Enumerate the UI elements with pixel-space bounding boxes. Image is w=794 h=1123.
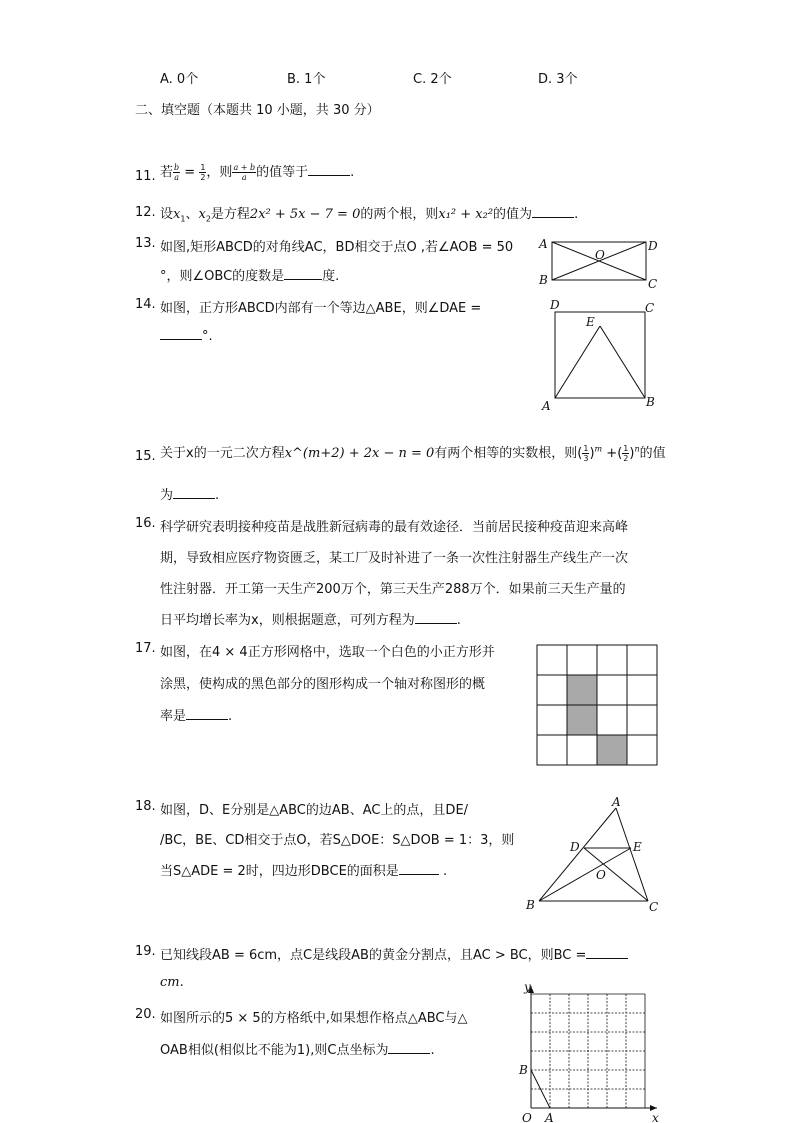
q14-line2: °. (160, 327, 213, 344)
q20-segment-ab (531, 1070, 550, 1108)
q12-number: 12. (135, 205, 156, 220)
q18-label-b: B (526, 898, 535, 912)
q18-line1: 如图，D、E分别是△ABC的边AB、AC上的点，且DE/ (160, 803, 469, 818)
q11-text: 若 $\frac{b}{a}$ = $\frac{1}{2}$ ，则 $\frac{a + b}{a}$ 的值等于 . (160, 163, 355, 182)
q13-label-d: D (648, 239, 658, 253)
q12-text: 设$x_1$、$x_2$是方程2x² + 5x − 7 = 0的两个根，则x₁² + x₂²的值为 . (160, 207, 579, 224)
choice-a: A. 0个 (160, 72, 199, 87)
q20-label-y: y (524, 980, 531, 994)
q20-figure (512, 980, 662, 1123)
q17-line3: 率是 . (160, 709, 233, 724)
q17-number: 17. (135, 641, 156, 656)
q13-label-b: B (539, 273, 548, 287)
q17-grid-cell (597, 705, 627, 735)
q13-line2: °，则∠OBC的度数是 度. (160, 269, 340, 284)
q14-label-b: B (646, 395, 655, 409)
q18-figure (522, 795, 662, 917)
q19-line1: 已知线段AB = 6cm，点C是线段AB的黄金分割点，且AC > BC，则BC = (160, 944, 628, 963)
q16-number: 16. (135, 516, 156, 531)
q17-grid-cell (537, 645, 567, 675)
choice-d: D. 3个 (538, 72, 578, 87)
q20-number: 20. (135, 1007, 156, 1022)
q17-line2: 涂黑，使构成的黑色部分的图形构成一个轴对称图形的概 (160, 677, 486, 692)
q17-grid-cell (567, 735, 597, 765)
q13-label-o: O (595, 248, 605, 262)
q18-label-o: O (596, 868, 606, 882)
q14-label-d: D (550, 298, 560, 312)
q16-line1: 科学研究表明接种疫苗是战胜新冠病毒的最有效途径．当前居民接种疫苗迎来高峰 (160, 520, 629, 535)
q13-label-a: A (539, 237, 548, 251)
q19-number: 19. (135, 944, 156, 959)
q17-shaded-cell (567, 675, 597, 705)
q18-line2: /BC，BE、CD相交于点O，若S△DOE：S△DOB = 1：3，则 (160, 833, 515, 848)
q17-shaded-cell (567, 705, 597, 735)
q18-line3: 当S△ADE = 2时，四边形DBCE的面积是 . (160, 864, 448, 879)
q12-blank[interactable] (532, 205, 574, 218)
q18-label-e: E (633, 840, 642, 854)
q13-blank[interactable] (284, 267, 322, 280)
q16-line4: 日平均增长率为x，则根据题意，可列方程为 . (160, 613, 461, 628)
q16-blank[interactable] (415, 611, 457, 624)
q17-grid-figure (536, 644, 660, 768)
q13-figure (535, 234, 665, 292)
q15-blank[interactable] (173, 486, 215, 499)
q17-grid-cell (627, 675, 657, 705)
q14-label-a: A (542, 399, 551, 413)
q14-line1: 如图，正方形ABCD内部有一个等边△ABE，则∠DAE = (160, 301, 482, 316)
q17-grid-cell (627, 645, 657, 675)
q18-segment-be (539, 848, 631, 901)
q15-line1: 关于x的一元二次方程x^(m+2) + 2x − n = 0有两个相等的实数根，则( $\frac{1}{3}$ )$^m$ +( $\frac{1}{2}$ )$^n$的值 (160, 444, 666, 463)
q20-label-b: B (519, 1063, 528, 1077)
q14-label-e: E (586, 315, 595, 329)
q17-shaded-cell (597, 735, 627, 765)
q18-label-a: A (612, 795, 621, 809)
q20-blank[interactable] (388, 1041, 430, 1054)
q14-side-ae (555, 326, 600, 398)
q11-number: 11. (135, 169, 156, 184)
q20-label-a: A (545, 1111, 554, 1123)
choice-b: B. 1个 (287, 72, 326, 87)
q13-label-c: C (648, 277, 658, 291)
q17-grid-cell (537, 735, 567, 765)
q15-number: 15. (135, 449, 156, 464)
q14-figure (538, 298, 668, 416)
section-title: 二、填空题（本题共 10 小题，共 30 分） (135, 103, 380, 118)
q14-blank[interactable] (160, 327, 202, 340)
q18-label-c: C (649, 900, 659, 914)
q17-grid-cell (597, 645, 627, 675)
q19-line2: cm. (160, 975, 184, 990)
q18-label-d: D (570, 840, 580, 854)
q18-blank[interactable] (399, 862, 439, 875)
q20-label-x: x (652, 1111, 659, 1123)
q11-blank[interactable] (308, 163, 350, 176)
q18-number: 18. (135, 799, 156, 814)
q13-line1: 如图,矩形ABCD的对角线AC，BD相交于点O ,若∠AOB = 50 (160, 240, 514, 255)
q14-side-be (600, 326, 645, 398)
q17-grid-cell (627, 705, 657, 735)
q14-square (555, 312, 645, 398)
q19-blank[interactable] (586, 946, 628, 959)
q18-side-ab (539, 808, 616, 901)
q14-number: 14. (135, 297, 156, 312)
q20-line1: 如图所示的5 × 5的方格纸中,如果想作格点△ABC与△ (160, 1011, 468, 1026)
q16-line2: 期，导致相应医疗物资匮乏，某工厂及时补进了一条一次性注射器生产线生产一次 (160, 551, 629, 566)
q17-grid-cell (537, 675, 567, 705)
q18-side-ac (616, 808, 648, 901)
q13-number: 13. (135, 236, 156, 251)
q17-grid-cell (597, 675, 627, 705)
q16-line3: 性注射器．开工第一天生产200万个，第三天生产288万个．如果前三天生产量的 (160, 582, 626, 597)
q17-grid-cell (627, 735, 657, 765)
q17-grid-cell (567, 645, 597, 675)
q20-grid (531, 994, 645, 1108)
q14-label-c: C (645, 301, 655, 315)
q15-line2: 为 . (160, 488, 220, 503)
q17-grid-cell (537, 705, 567, 735)
choice-c: C. 2个 (413, 72, 452, 87)
q17-line1: 如图，在4 × 4正方形网格中，选取一个白色的小正方形并 (160, 645, 495, 660)
q20-label-o: O (522, 1111, 532, 1123)
q17-blank[interactable] (186, 707, 228, 720)
q20-line2: OAB相似(相似比不能为1),则C点坐标为 . (160, 1043, 435, 1058)
